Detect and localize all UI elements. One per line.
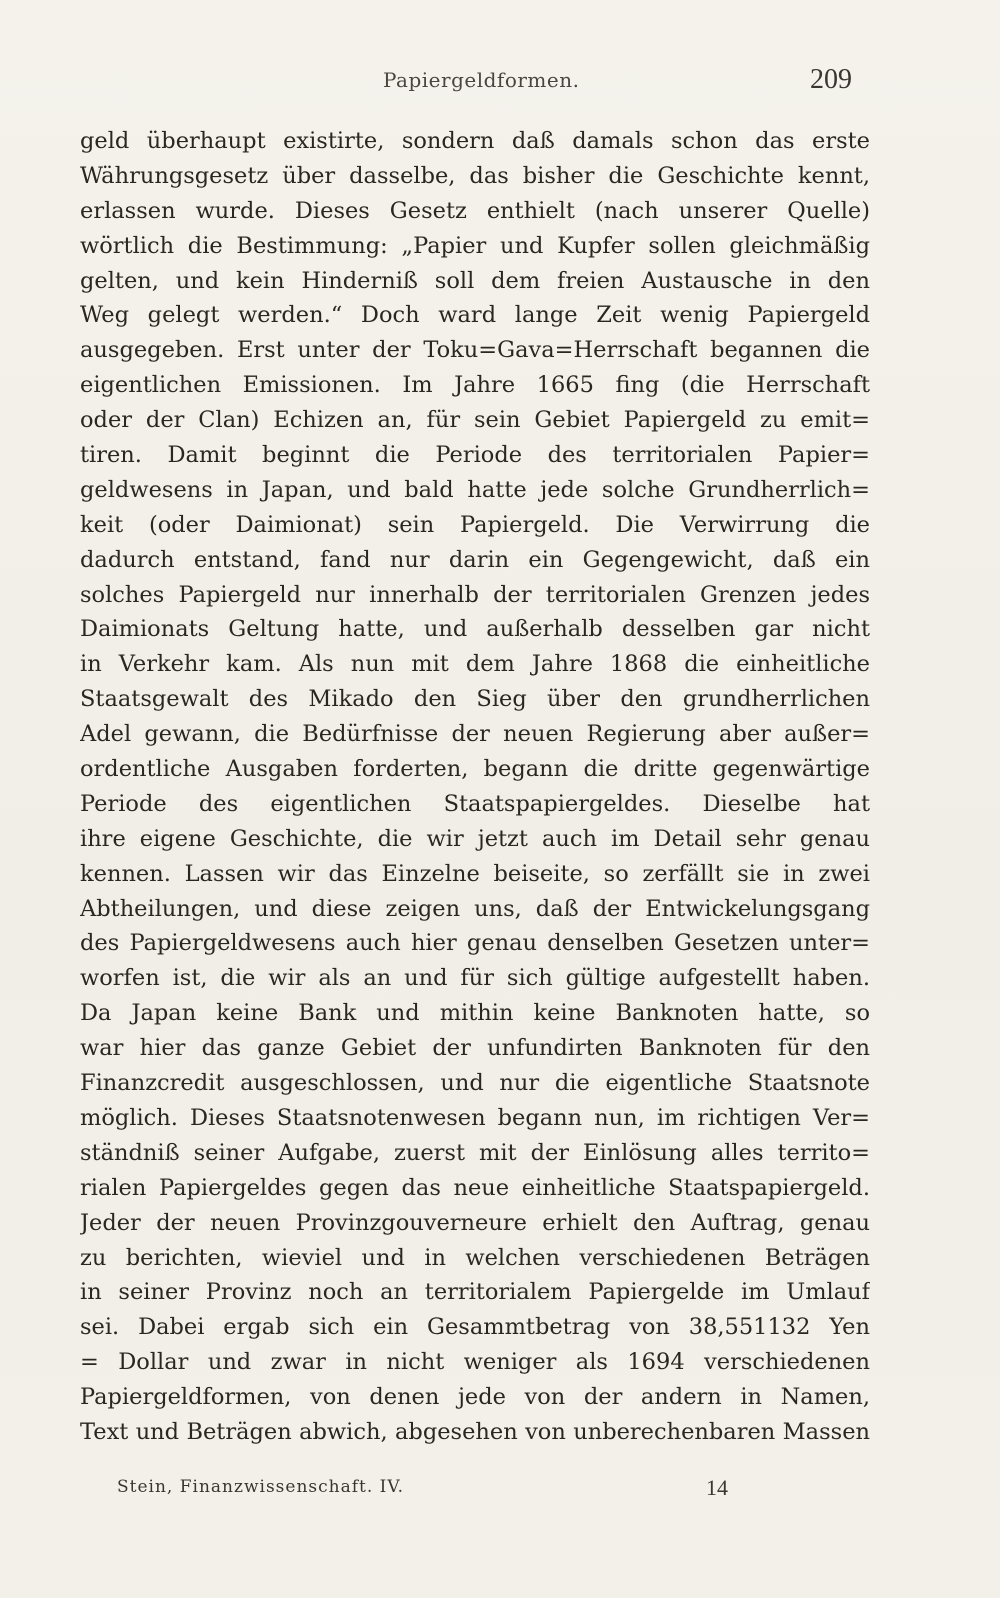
page-number: 209 xyxy=(810,64,852,95)
body-text xyxy=(80,124,870,1450)
text-line: Jeder der neuen Provinzgouverneure erhielt den Auftrag, genau xyxy=(80,1209,870,1236)
text-line: Da Japan keine Bank und mithin keine Banknoten hatte, so xyxy=(80,1000,870,1027)
text-line: in seiner Provinz noch an territorialem Papiergelde im Umlauf xyxy=(80,1279,870,1306)
text-line: ordentliche Ausgaben forderten, begann die dritte gegenwärtige xyxy=(80,756,870,783)
signature-mark: 14 xyxy=(706,1475,728,1500)
text-line: geldwesens in Japan, und bald hatte jede solche Grundherrlich= xyxy=(80,476,870,503)
running-title: Papiergeldformen. xyxy=(383,68,580,92)
footer-author-title: Stein, Finanzwissenschaft. IV. xyxy=(117,1477,405,1497)
text-line: erlassen wurde. Dieses Gesetz enthielt (nach unserer Quelle) xyxy=(80,197,870,224)
text-line: solches Papiergeld nur innerhalb der territorialen Grenzen jedes xyxy=(80,581,870,608)
text-line: keit (oder Daimionat) sein Papiergeld. Die Verwirrung die xyxy=(80,511,870,538)
text-line: Papiergeldformen, von denen jede von der andern in Namen, xyxy=(80,1384,870,1411)
text-line: Währungsgesetz über dasselbe, das bisher die Geschichte kennt, xyxy=(80,162,870,189)
text-line: Staatsgewalt des Mikado den Sieg über den grundherrlichen xyxy=(80,686,870,713)
text-line: wörtlich die Bestimmung: „Papier und Kupfer sollen gleichmäßig xyxy=(80,232,870,259)
text-line: sei. Dabei ergab sich ein Gesammtbetrag von 38,551132 Yen xyxy=(80,1314,870,1341)
text-line: Text und Beträgen abwich, abgesehen von unberechenbaren Massen xyxy=(80,1418,870,1445)
text-line: Finanzcredit ausgeschlossen, und nur die eigentliche Staatsnote xyxy=(80,1070,870,1097)
text-line: ständniß seiner Aufgabe, zuerst mit der Einlösung alles territo= xyxy=(80,1139,870,1166)
text-line: rialen Papiergeldes gegen das neue einheitliche Staatspapiergeld. xyxy=(80,1174,870,1201)
text-line: des Papiergeldwesens auch hier genau denselben Gesetzen unter= xyxy=(80,930,870,957)
text-line: gelten, und kein Hinderniß soll dem freien Austausche in den xyxy=(80,267,870,294)
text-line: geld überhaupt existirte, sondern daß damals schon das erste xyxy=(80,128,870,154)
text-line: Adel gewann, die Bedürfnisse der neuen Regierung aber außer= xyxy=(80,721,870,748)
text-line: möglich. Dieses Staatsnotenwesen begann nun, im richtigen Ver= xyxy=(80,1104,870,1131)
text-line: tiren. Damit beginnt die Periode des territorialen Papier= xyxy=(80,442,870,469)
text-line: worfen ist, die wir als an und für sich gültige aufgestellt haben. xyxy=(80,965,870,992)
text-line: ausgegeben. Erst unter der Toku=Gava=Herrschaft begannen die xyxy=(80,337,870,364)
text-line: war hier das ganze Gebiet der unfundirten Banknoten für den xyxy=(80,1035,870,1062)
text-line: eigentlichen Emissionen. Im Jahre 1665 fing (die Herrschaft xyxy=(80,372,870,399)
text-line: Weg gelegt werden.“ Doch ward lange Zeit wenig Papiergeld xyxy=(80,302,870,329)
text-line: = Dollar und zwar in nicht weniger als 1694 verschiedenen xyxy=(80,1349,870,1376)
text-line: in Verkehr kam. Als nun mit dem Jahre 1868 die einheitliche xyxy=(80,651,870,678)
text-line: kennen. Lassen wir das Einzelne beiseite, so zerfällt sie in zwei xyxy=(80,860,870,887)
text-line: zu berichten, wieviel und in welchen verschiedenen Beträgen xyxy=(80,1244,870,1271)
text-line: oder der Clan) Echizen an, für sein Gebiet Papiergeld zu emit= xyxy=(80,407,870,434)
text-line: Abtheilungen, und diese zeigen uns, daß der Entwickelungsgang xyxy=(80,895,870,922)
text-line: ihre eigene Geschichte, die wir jetzt auch im Detail sehr genau xyxy=(80,825,870,852)
text-line: Daimionats Geltung hatte, und außerhalb desselben gar nicht xyxy=(80,616,870,643)
text-line: dadurch entstand, fand nur darin ein Gegengewicht, daß ein xyxy=(80,546,870,573)
text-line: Periode des eigentlichen Staatspapiergeldes. Dieselbe hat xyxy=(80,790,870,817)
